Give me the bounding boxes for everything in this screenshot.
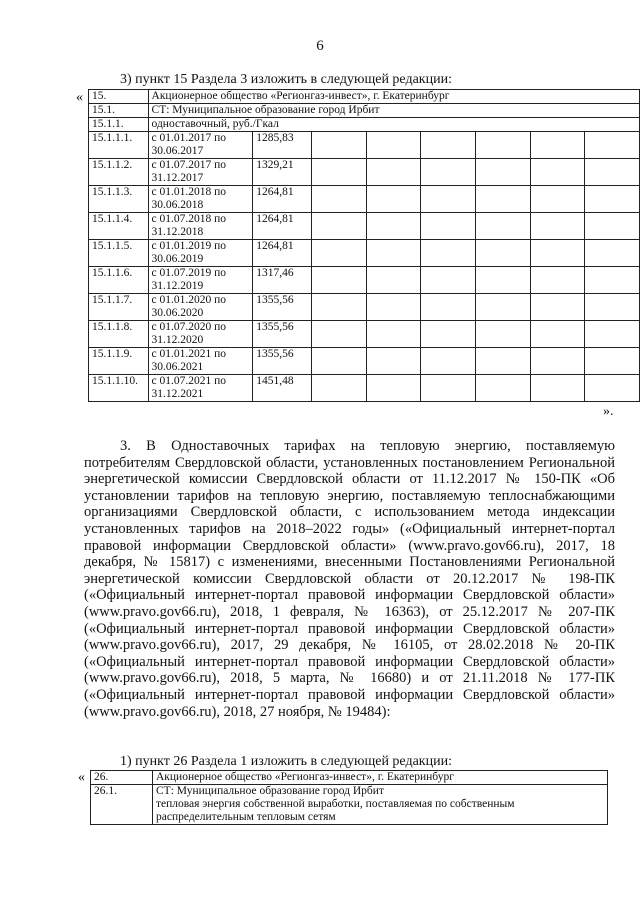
- empty-cell: [312, 348, 367, 375]
- empty-cell: [530, 213, 585, 240]
- open-quote-2: «: [78, 770, 85, 785]
- empty-cell: [585, 132, 640, 159]
- empty-cell: [312, 159, 367, 186]
- tariff-period: с 01.07.2021 по 31.12.2021: [148, 375, 253, 402]
- row-number: 15.: [89, 90, 149, 104]
- tariff-number: 15.1.1.1.: [89, 132, 149, 159]
- empty-cell: [476, 375, 531, 402]
- empty-cell: [476, 132, 531, 159]
- empty-cell: [421, 267, 476, 294]
- tariff-value: 1329,21: [253, 159, 312, 186]
- empty-cell: [476, 213, 531, 240]
- tariff-number: 15.1.1.9.: [89, 348, 149, 375]
- empty-cell: [312, 267, 367, 294]
- tariff-row: [89, 294, 640, 321]
- empty-cell: [530, 240, 585, 267]
- tariff-period: с 01.01.2019 по 30.06.2019: [148, 240, 253, 267]
- tariff-number: 15.1.1.6.: [89, 267, 149, 294]
- tariff-row: [89, 240, 640, 267]
- empty-cell: [366, 267, 421, 294]
- tariff-number: 15.1.1.5.: [89, 240, 149, 267]
- empty-cell: [585, 375, 640, 402]
- tariff-period: с 01.01.2018 по 30.06.2018: [148, 186, 253, 213]
- empty-cell: [312, 321, 367, 348]
- empty-cell: [312, 294, 367, 321]
- empty-cell: [476, 267, 531, 294]
- open-quote: «: [76, 90, 83, 105]
- close-quote: ».: [603, 404, 614, 419]
- empty-cell: [530, 132, 585, 159]
- row-text: Акционерное общество «Регионгаз-инвест», г. Екатеринбург: [148, 90, 639, 104]
- tariff-period: с 01.01.2020 по 30.06.2020: [148, 294, 253, 321]
- empty-cell: [312, 375, 367, 402]
- table-row: [89, 104, 640, 118]
- section1-heading: 3) пункт 15 Раздела 3 изложить в следующей редакции:: [120, 72, 452, 87]
- empty-cell: [421, 240, 476, 267]
- empty-cell: [366, 294, 421, 321]
- empty-cell: [366, 186, 421, 213]
- row-number: 26.1.: [91, 785, 153, 825]
- empty-cell: [530, 186, 585, 213]
- empty-cell: [530, 321, 585, 348]
- tariff-period: с 01.07.2018 по 31.12.2018: [148, 213, 253, 240]
- empty-cell: [312, 213, 367, 240]
- tariff-value: 1451,48: [253, 375, 312, 402]
- empty-cell: [421, 348, 476, 375]
- tariff-period: с 01.01.2021 по 30.06.2021: [148, 348, 253, 375]
- empty-cell: [585, 159, 640, 186]
- empty-cell: [421, 132, 476, 159]
- tariff-number: 15.1.1.7.: [89, 294, 149, 321]
- empty-cell: [366, 159, 421, 186]
- tariff-table-26: [90, 770, 608, 825]
- tariff-value: 1355,56: [253, 321, 312, 348]
- empty-cell: [585, 294, 640, 321]
- tariff-row: [89, 186, 640, 213]
- tariff-period: с 01.07.2019 по 31.12.2019: [148, 267, 253, 294]
- tariff-period: с 01.01.2017 по 30.06.2017: [148, 132, 253, 159]
- row-text: Акционерное общество «Регионгаз-инвест», г. Екатеринбург: [153, 771, 608, 785]
- empty-cell: [476, 294, 531, 321]
- tariff-row: [89, 159, 640, 186]
- empty-cell: [585, 186, 640, 213]
- tariff-value: 1285,83: [253, 132, 312, 159]
- empty-cell: [421, 375, 476, 402]
- empty-cell: [312, 240, 367, 267]
- tariff-number: 15.1.1.3.: [89, 186, 149, 213]
- empty-cell: [476, 159, 531, 186]
- row-number: 15.1.1.: [89, 118, 149, 132]
- tariff-number: 15.1.1.4.: [89, 213, 149, 240]
- empty-cell: [530, 159, 585, 186]
- empty-cell: [476, 348, 531, 375]
- section2-heading: 1) пункт 26 Раздела 1 изложить в следующей редакции:: [120, 754, 452, 769]
- row-text: одноставочный, руб./Гкал: [148, 118, 639, 132]
- empty-cell: [421, 294, 476, 321]
- empty-cell: [530, 267, 585, 294]
- empty-cell: [366, 213, 421, 240]
- empty-cell: [312, 132, 367, 159]
- tariff-value: 1264,81: [253, 240, 312, 267]
- empty-cell: [421, 321, 476, 348]
- tariff-number: 15.1.1.2.: [89, 159, 149, 186]
- row-number: 15.1.: [89, 104, 149, 118]
- empty-cell: [366, 375, 421, 402]
- tariff-value: 1264,81: [253, 213, 312, 240]
- row-text: СТ: Муниципальное образование город Ирбит: [148, 104, 639, 118]
- table-row: [89, 90, 640, 104]
- row-text: СТ: Муниципальное образование город Ирбит тепловая энергия собственной выработки, поставляемая по собственным распределительным тепловым сетям: [153, 785, 608, 825]
- tariff-number: 15.1.1.10.: [89, 375, 149, 402]
- empty-cell: [476, 186, 531, 213]
- empty-cell: [421, 213, 476, 240]
- tariff-row: [89, 348, 640, 375]
- row-number: 26.: [91, 771, 153, 785]
- tariff-row: [89, 267, 640, 294]
- table-row: [91, 785, 608, 825]
- empty-cell: [421, 186, 476, 213]
- empty-cell: [366, 348, 421, 375]
- tariff-value: 1355,56: [253, 294, 312, 321]
- tariff-table-15: [88, 89, 640, 402]
- empty-cell: [421, 159, 476, 186]
- table-row: [91, 771, 608, 785]
- empty-cell: [476, 321, 531, 348]
- tariff-value: 1317,46: [253, 267, 312, 294]
- tariff-value: 1355,56: [253, 348, 312, 375]
- tariff-row: [89, 132, 640, 159]
- empty-cell: [530, 294, 585, 321]
- empty-cell: [585, 213, 640, 240]
- page-number: 6: [316, 38, 324, 54]
- empty-cell: [530, 375, 585, 402]
- empty-cell: [366, 240, 421, 267]
- paragraph-text: 3. В Одноставочных тарифах на тепловую энергию, поставляемую потребителям Свердловской области, установленных постановлением Региональной энергетической комиссии Свердловской области от 11.12.2017 № 150-ПК «Об установлении тарифов на тепловую энергию, поставляемую теплоснабжающими организациями Свердловской области, с использованием метода индексации установленных тарифов на 2018–2022 годы» («Официальный интернет-портал правовой информации Свердловской области» (www.pravo.gov66.ru), 2017, 18 декабря, № 15817) с изменениями, внесенными Постановлениями Региональной энергетической комиссии Свердловской области от 20.12.2017 № 198-ПК («Официальный интернет-портал правовой информации Свердловской области» (www.pravo.gov66.ru), 2018, 1 февраля, № 16363), от 25.12.2017 № 207-ПК («Официальный интернет-портал правовой информации Свердловской области» (www.pravo.gov66.ru), 2017, 29 декабря, № 16105, от 28.02.2018 № 20-ПК («Официальный интернет-портал правовой информации Свердловской области» (www.pravo.gov66.ru), 2018, 5 марта, № 16680) и от 21.11.2018 № 177-ПК («Официальный интернет-портал правовой информации Свердловской области» (www.pravo.gov66.ru), 2018, 27 ноября, № 19484):: [84, 438, 615, 720]
- tariff-period: с 01.07.2020 по 31.12.2020: [148, 321, 253, 348]
- amendment-paragraph: [84, 438, 615, 720]
- tariff-row: [89, 321, 640, 348]
- tariff-row: [89, 213, 640, 240]
- empty-cell: [366, 321, 421, 348]
- empty-cell: [585, 240, 640, 267]
- empty-cell: [530, 348, 585, 375]
- empty-cell: [585, 321, 640, 348]
- table-row: [89, 118, 640, 132]
- empty-cell: [585, 267, 640, 294]
- empty-cell: [366, 132, 421, 159]
- empty-cell: [312, 186, 367, 213]
- tariff-number: 15.1.1.8.: [89, 321, 149, 348]
- tariff-period: с 01.07.2017 по 31.12.2017: [148, 159, 253, 186]
- empty-cell: [476, 240, 531, 267]
- tariff-value: 1264,81: [253, 186, 312, 213]
- tariff-row: [89, 375, 640, 402]
- empty-cell: [585, 348, 640, 375]
